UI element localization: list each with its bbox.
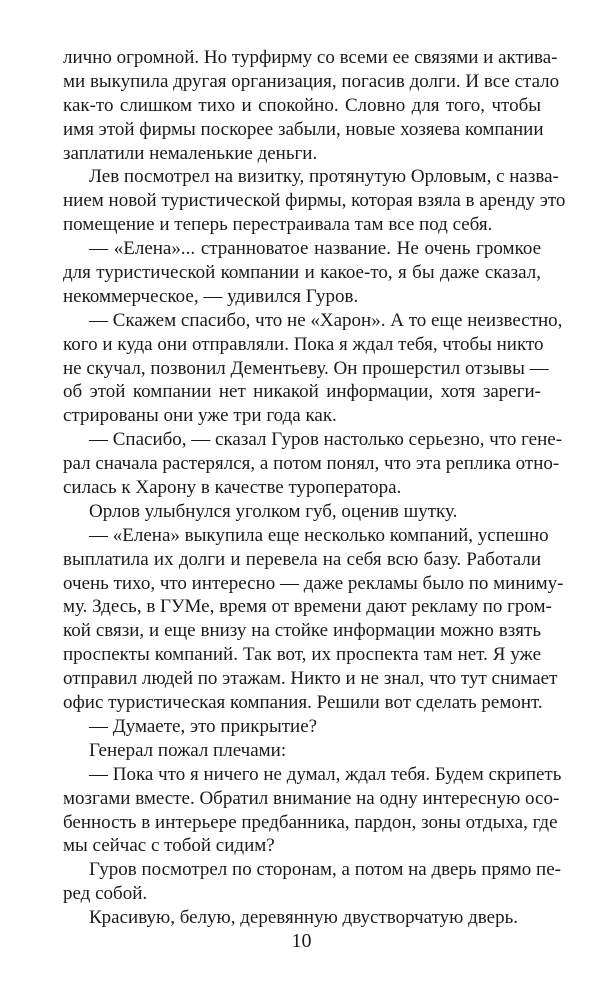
- text-line-22: выплатила их долги и перевела на себя всю базу. Работали: [63, 548, 541, 570]
- text-line-7: нием новой туристической фирмы, которая взяла в аренду это: [63, 190, 566, 212]
- text-line-29: — Думаете, это прикрытие?: [89, 715, 318, 737]
- text-line-24: му. Здесь, в ГУМе, время от времени дают рекламу по гром-: [63, 596, 552, 618]
- text-line-16: стрированы они уже три года как.: [63, 405, 337, 427]
- text-line-10: для туристической компании и какое-то, я бы даже сказал,: [63, 262, 541, 284]
- page-text: [63, 46, 566, 930]
- text-line-32: мозгами вместе. Обратил внимание на одну интересную осо-: [63, 787, 560, 809]
- text-line-31: — Пока что я ничего не думал, ждал тебя. Будем скрипеть: [89, 763, 562, 785]
- text-line-37: Красивую, белую, деревянную двустворчатую дверь.: [89, 907, 518, 929]
- text-line-17: — Спасибо, — сказал Гуров настолько серьезно, что гене-: [89, 429, 563, 451]
- text-line-34: мы сейчас с тобой сидим?: [63, 835, 275, 857]
- text-line-11: некоммерческое, — удивился Гуров.: [63, 285, 359, 307]
- text-line-35: Гуров посмотрел по сторонам, а потом на дверь прямо пе-: [89, 859, 561, 881]
- text-line-4: имя этой фирмы поскорее забыли, новые хозяева компании: [63, 118, 544, 140]
- text-line-8: помещение и теперь перестраивала там все под себя.: [63, 214, 493, 236]
- text-line-33: бенность в интерьере предбанника, пардон, зоны отдыха, где: [63, 811, 558, 833]
- text-line-12: — Скажем спасибо, что не «Харон». А то еще неизвестно,: [89, 309, 563, 331]
- text-line-18: рал сначала растерялся, а потом понял, что эта реплика отно-: [63, 453, 560, 475]
- text-line-2: ми выкупила другая организация, погасив долги. И все стало: [63, 70, 560, 92]
- text-line-13: кого и куда они отправляли. Пока я ждал тебя, чтобы никто: [63, 333, 544, 355]
- text-line-9: — «Елена»... странноватое название. Не очень громкое: [89, 238, 541, 260]
- text-line-25: кой связи, и еще внизу на стойке информации можно взять: [63, 620, 541, 642]
- text-line-36: ред собой.: [63, 883, 148, 905]
- text-line-30: Генерал пожал плечами:: [89, 739, 287, 761]
- text-line-28: офис туристическая компания. Решили вот сделать ремонт.: [63, 692, 543, 714]
- page-number: 10: [291, 930, 312, 952]
- text-line-1: лично огромной. Но турфирму со всеми ее связями и актива-: [63, 47, 558, 68]
- text-line-19: силась к Харону в качестве туроператора.: [63, 477, 402, 499]
- text-line-15: об этой компании нет никакой информации, хотя зареги-: [63, 381, 541, 403]
- text-line-14: не скучал, позвонил Дементьеву. Он прошерстил отзывы —: [63, 357, 549, 379]
- text-line-3: как-то слишком тихо и спокойно. Словно для того, чтобы: [63, 94, 541, 116]
- text-line-5: заплатили немаленькие деньги.: [63, 142, 318, 164]
- text-line-6: Лев посмотрел на визитку, протянутую Орловым, с назва-: [89, 166, 559, 188]
- text-line-26: проспекты компаний. Так вот, их проспекта там нет. Я уже: [63, 644, 541, 666]
- text-line-21: — «Елена» выкупила еще несколько компаний, успешно: [89, 524, 549, 546]
- text-line-20: Орлов улыбнулся уголком губ, оценив шутку.: [89, 500, 458, 522]
- text-line-23: очень тихо, что интересно — даже рекламы было по миниму-: [63, 572, 564, 594]
- text-line-27: отправил людей по этажам. Никто и не знал, что тут снимает: [63, 668, 558, 690]
